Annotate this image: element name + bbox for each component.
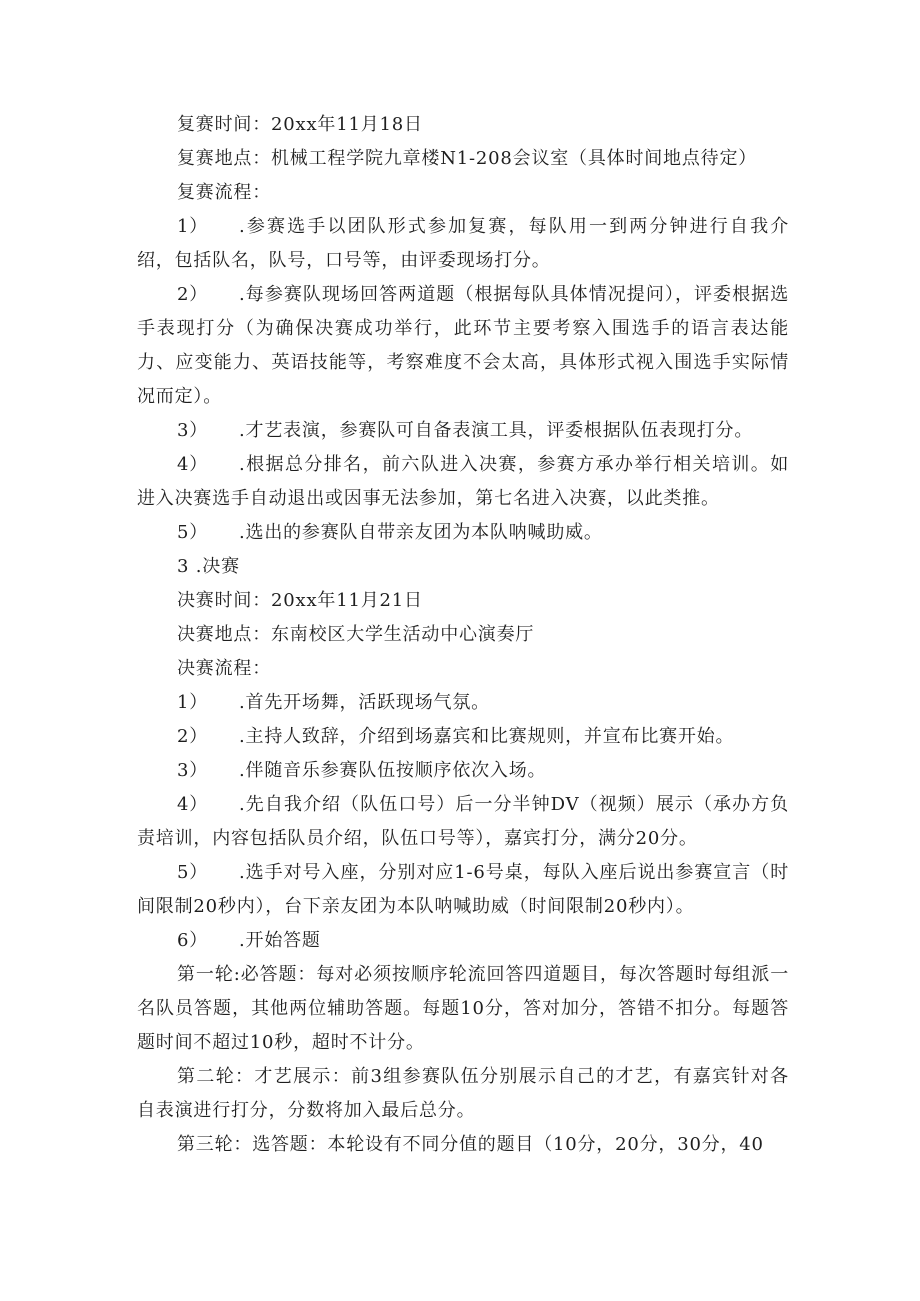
step-number: 4） <box>177 454 209 475</box>
document-body <box>137 108 789 1162</box>
round-description: 第一轮:必答题：每对必须按顺序轮流回答四道题目，每次答题时每组派一名队员答题，其他两位辅助答题。每题10分，答对加分，答错不扣分。每题答题时间不超过10秒，超时不计分。 <box>137 964 789 1053</box>
step-text: .伴随音乐参赛队伍按顺序依次入场。 <box>239 760 547 781</box>
step-number: 5） <box>177 522 209 543</box>
step-text: .每参赛队现场回答两道题（根据每队具体情况提问），评委根据选手表现打分（为确保决赛成功举行，此环节主要考察入围选手的语言表达能力、应变能力、英语技能等，考察难度不会太高，具体形式视入围选手实际情况而定）。 <box>137 284 789 407</box>
step-text: .选手对号入座，分别对应1-6号桌，每队入座后说出参赛宣言（时间限制20秒内），台下亲友团为本队呐喊助威（时间限制20秒内）。 <box>137 862 789 917</box>
semifinal-time: 复赛时间：20xx年11月18日 <box>177 114 423 135</box>
semifinal-step <box>137 210 789 278</box>
final-location: 决赛地点：东南校区大学生活动中心演奏厅 <box>177 624 535 645</box>
final-process-title: 决赛流程： <box>177 658 271 679</box>
step-number: 2） <box>177 726 209 747</box>
semifinal-step <box>137 448 789 516</box>
step-text: .根据总分排名，前六队进入决赛，参赛方承办举行相关培训。如进入决赛选手自动退出或因事无法参加，第七名进入决赛，以此类推。 <box>137 454 789 509</box>
step-number: 1） <box>177 692 209 713</box>
semifinal-step <box>137 516 789 550</box>
step-text: .开始答题 <box>239 930 321 951</box>
step-text: .主持人致辞，介绍到场嘉宾和比赛规则，并宣布比赛开始。 <box>239 726 735 747</box>
final-step <box>137 924 789 958</box>
step-number: 1） <box>177 216 209 237</box>
step-text: .才艺表演，参赛队可自备表演工具，评委根据队伍表现打分。 <box>239 420 754 441</box>
final-time: 决赛时间：20xx年11月21日 <box>177 590 423 611</box>
step-number: 2） <box>177 284 209 305</box>
final-step <box>137 754 789 788</box>
step-number: 3） <box>177 760 209 781</box>
round-description: 第三轮：选答题：本轮设有不同分值的题目（10分，20分，30分，40 <box>177 1134 764 1155</box>
step-text: .首先开场舞，活跃现场气氛。 <box>239 692 490 713</box>
step-number: 5） <box>177 862 209 883</box>
semifinal-step <box>137 278 789 414</box>
step-number: 4） <box>177 794 209 815</box>
step-text: .选出的参赛队自带亲友团为本队呐喊助威。 <box>239 522 603 543</box>
final-heading: 3 .决赛 <box>177 556 240 577</box>
final-step <box>137 788 789 856</box>
step-text: .先自我介绍（队伍口号）后一分半钟DV（视频）展示（承办方负责培训，内容包括队员介绍，队伍口号等），嘉宾打分，满分20分。 <box>137 794 789 849</box>
round-description: 第二轮：才艺展示：前3组参赛队伍分别展示自己的才艺，有嘉宾针对各自表演进行打分，分数将加入最后总分。 <box>137 1066 789 1121</box>
step-text: .参赛选手以团队形式参加复赛，每队用一到两分钟进行自我介绍，包括队名，队号，口号等，由评委现场打分。 <box>137 216 789 271</box>
final-step <box>137 686 789 720</box>
step-number: 3） <box>177 420 209 441</box>
semifinal-step <box>137 414 789 448</box>
final-step <box>137 856 789 924</box>
semifinal-process-title: 复赛流程： <box>177 182 271 203</box>
semifinal-location: 复赛地点：机械工程学院九章楼N1-208会议室（具体时间地点待定） <box>177 148 758 169</box>
step-number: 6） <box>177 930 209 951</box>
final-step <box>137 720 789 754</box>
